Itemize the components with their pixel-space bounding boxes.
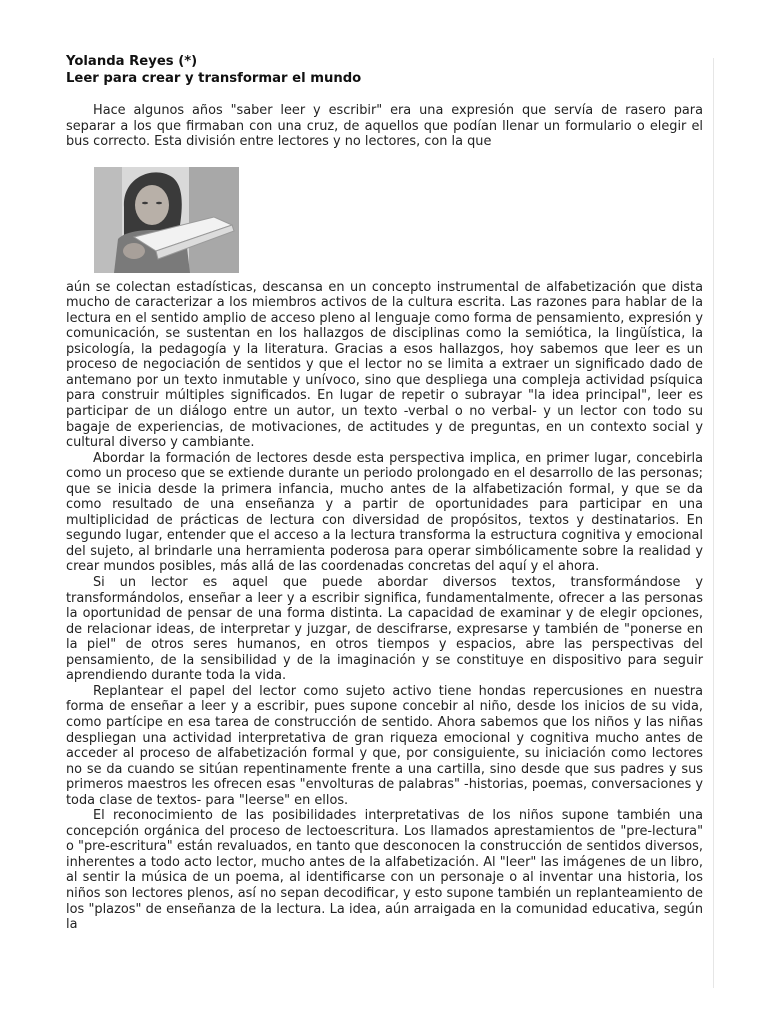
paragraph: Si un lector es aquel que puede abordar diversos textos, transformándose y transformándolos, enseñar a leer y a escribir significa, fundamentalmente, ofrecer a las personas la oportunidad de pensar de una forma distinta. La capacidad de examinar y de elegir opciones, de relacionar ideas, de interpretar y juzgar, de descifrarse, expresarse y también de "ponerse en la piel" de otros seres humanos, en otros tiempos y espacios, abre las perspectivas del pensamiento, de la sensibilidad y de la imaginación y se constituye en dispositivo para seguir aprendiendo durante toda la vida. [66,575,703,684]
page-edge-rule [713,58,714,988]
article-author: Yolanda Reyes (*) [66,54,198,69]
photo-illustration [94,167,239,273]
eye-left [142,202,148,205]
paragraph: aún se colectan estadísticas, descansa en un concepto instrumental de alfabetización que dista mucho de caracterizar a los miembros activos de la cultura escrita. Las razones para hablar de la lectura en el sentido amplio de acceso pleno al lenguaje como forma de pensamiento, expresión y comunicación, se sustentan en los hallazgos de disciplinas como la semiótica, la lingüística, la psicología, la pedagogía y la literatura. Gracias a esos hallazgos, hoy sabemos que leer es un proceso de negociación de sentidos y que el lector no se limita a extraer un significado dado de antemano por un texto inmutable y unívoco, sino que despliega una compleja actividad psíquica para construir múltiples significados. En lugar de repetir o subrayar "la idea principal", leer es participar de un diálogo entre un autor, un texto -verbal o no verbal- y un lector con todo su bagaje de experiencias, de motivaciones, de actitudes y de preguntas, en un contexto social y cultural diverso y cambiante. [66,279,703,451]
article-title: Leer para crear y transformar el mundo [66,71,362,86]
face-shape [135,185,169,225]
hand-shape [123,243,145,259]
paragraph: Replantear el papel del lector como sujeto activo tiene hondas repercusiones en nuestra forma de enseñar a leer y a escribir, pues supone concebir al niño, desde los inicios de su vida, como partícipe en esa tarea de construcción de sentido. Ahora sabemos que los niños y las niñas despliegan una actividad interpretativa de gran riqueza emocional y cognitiva mucho antes de acceder al proceso de alfabetización formal y que, por consiguiente, su iniciación como lectores no se da cuando se sitúan repentinamente frente a una cartilla, sino desde que sus padres y sus primeros maestros les ofrecen esas "envolturas de palabras" -historias, poemas, conversaciones y toda clase de textos- para "leerse" en ellos. [66,683,703,808]
reading-girl-photo [94,167,239,273]
eye-right [156,202,162,205]
paragraph: Abordar la formación de lectores desde esta perspectiva implica, en primer lugar, concebirla como un proceso que se extiende durante un periodo prolongado en el desarrollo de las personas; que se inicia desde la primera infancia, mucho antes de la alfabetización formal, y que se da como resultado de una enseñanza y a partir de oportunidades para participar en una multiplicidad de prácticas de lectura con diversidad de propósitos, textos y destinatarios. En segundo lugar, entender que el acceso a la lectura transforma la estructura cognitiva y emocional del sujeto, al brindarle una herramienta poderosa para operar simbólicamente sobre la realidad y crear mundos posibles, más allá de las coordenadas concretas del aquí y el ahora. [66,450,703,575]
paragraph: Hace algunos años "saber leer y escribir" era una expresión que servía de rasero para separar a los que firmaban con una cruz, de aquellos que podían llenar un formulario o elegir el bus correcto. Esta división entre lectores y no lectores, con la que [66,103,703,150]
paragraph: El reconocimiento de las posibilidades interpretativas de los niños supone también una concepción orgánica del proceso de lectoescritura. Los llamados aprestamientos de "pre-lectura" o "pre-escritura" están revaluados, en tanto que desconocen la construcción de sentidos diversos, inherentes a todo acto lector, mucho antes de la alfabetización. Al "leer" las imágenes de un libro, al sentir la música de un poema, al identificarse con un personaje o al inventar una historia, los niños son lectores plenos, así no sepan decodificar, y esto supone también un replanteamiento de los "plazos" de enseñanza de la lectura. La idea, aún arraigada en la comunidad educativa, según la [66,808,703,933]
